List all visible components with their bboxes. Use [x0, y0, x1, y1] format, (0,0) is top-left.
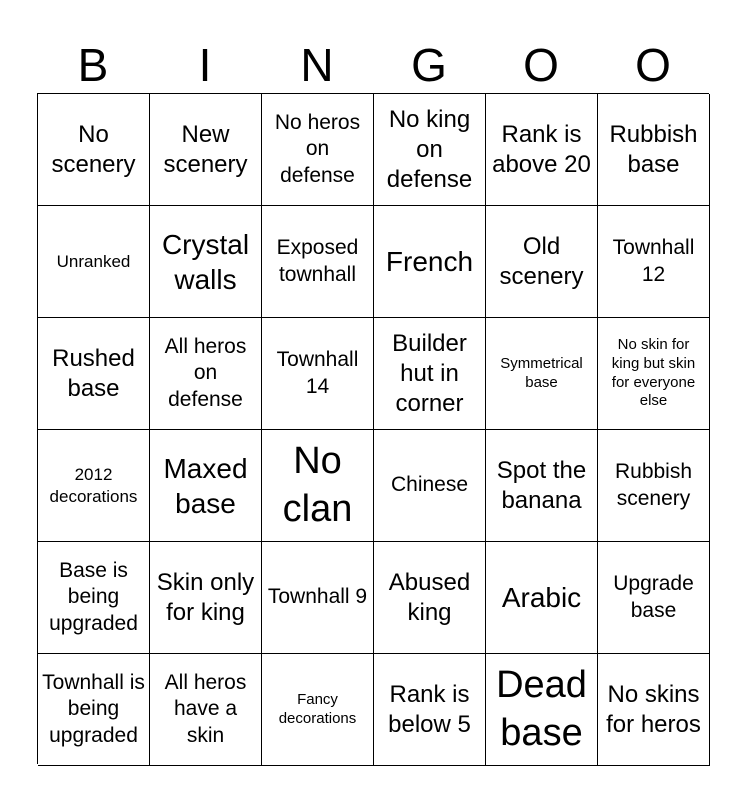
header-letter: B	[77, 39, 109, 91]
cell-text: Townhall is being upgraded	[42, 671, 145, 747]
cell-text: Rank is above 20	[492, 120, 591, 178]
cell-text: All heros on defense	[164, 335, 247, 411]
bingo-cell[interactable]	[374, 654, 486, 766]
bingo-cell[interactable]	[374, 318, 486, 430]
cell-text: Exposed townhall	[276, 236, 359, 286]
cell-text: No king on defense	[386, 105, 473, 193]
cell-text: Rubbish scenery	[614, 460, 693, 510]
cell-text: Rank is below 5	[388, 680, 471, 738]
bingo-cell[interactable]	[38, 542, 150, 654]
cell-text: Skin only for king	[156, 568, 255, 626]
cell-text: No scenery	[51, 120, 136, 178]
bingo-cell[interactable]	[150, 318, 262, 430]
header-letter: O	[523, 39, 559, 91]
header-letter: N	[300, 39, 334, 91]
cell-text: No skins for heros	[606, 680, 701, 738]
cell-text: Base is being upgraded	[49, 559, 138, 635]
cell-text: Builder hut in corner	[392, 329, 467, 417]
bingo-cell[interactable]	[486, 542, 598, 654]
bingo-cell[interactable]	[374, 206, 486, 318]
cell-text: Abused king	[388, 568, 471, 626]
bingo-cell[interactable]	[38, 654, 150, 766]
header-letter: I	[198, 39, 212, 91]
bingo-cell[interactable]	[262, 206, 374, 318]
bingo-cell[interactable]	[598, 206, 710, 318]
cell-text: French	[385, 246, 474, 277]
cell-text: Fancy decorations	[278, 690, 357, 727]
bingo-cell[interactable]	[38, 94, 150, 206]
bingo-cell[interactable]	[598, 318, 710, 430]
cell-text: Unranked	[56, 251, 131, 271]
cell-text: All heros have a skin	[164, 671, 247, 747]
bingo-cell[interactable]	[598, 430, 710, 542]
bingo-cell[interactable]	[262, 318, 374, 430]
bingo-cell[interactable]	[150, 206, 262, 318]
bingo-cell[interactable]	[262, 542, 374, 654]
bingo-cell[interactable]	[150, 542, 262, 654]
cell-text: Rushed base	[52, 344, 135, 402]
cell-text: Townhall 12	[612, 236, 695, 286]
cell-text: No skin for king but skin for everyone else	[611, 336, 696, 410]
bingo-cell[interactable]	[150, 654, 262, 766]
cell-text: New scenery	[163, 120, 248, 178]
bingo-cell[interactable]	[486, 318, 598, 430]
cell-text: No clan	[282, 440, 353, 530]
bingo-cell[interactable]	[262, 654, 374, 766]
cell-text: Townhall 9	[267, 585, 368, 609]
cell-text: Upgrade base	[613, 572, 694, 622]
bingo-cell[interactable]	[262, 430, 374, 542]
bingo-cell[interactable]	[374, 542, 486, 654]
bingo-cell[interactable]	[486, 94, 598, 206]
cell-text: Symmetrical base	[500, 354, 583, 391]
bingo-header	[37, 36, 709, 94]
cell-text: Townhall 14	[276, 348, 359, 398]
header-letter: G	[411, 39, 447, 91]
cell-text: Rubbish base	[609, 120, 698, 178]
cell-text: Chinese	[390, 473, 469, 497]
bingo-cell[interactable]	[374, 430, 486, 542]
bingo-cell[interactable]	[598, 94, 710, 206]
cell-text: Crystal walls	[161, 228, 250, 295]
bingo-cell[interactable]	[374, 94, 486, 206]
cell-text: No heros on defense	[274, 111, 361, 187]
cell-text: Old scenery	[499, 232, 584, 290]
bingo-cell[interactable]	[598, 542, 710, 654]
header-letter: O	[635, 39, 671, 91]
bingo-cell[interactable]	[486, 206, 598, 318]
cell-text: Maxed base	[163, 452, 248, 519]
bingo-cell[interactable]	[38, 318, 150, 430]
cell-text: Dead base	[496, 664, 587, 754]
cell-text: Arabic	[501, 582, 582, 613]
bingo-cell[interactable]	[150, 94, 262, 206]
bingo-cell[interactable]	[486, 430, 598, 542]
bingo-cell[interactable]	[598, 654, 710, 766]
bingo-cell[interactable]	[486, 654, 598, 766]
cell-text: 2012 decorations	[49, 465, 138, 506]
bingo-cell[interactable]	[150, 430, 262, 542]
bingo-cell[interactable]	[262, 94, 374, 206]
bingo-cell[interactable]	[38, 430, 150, 542]
bingo-cell[interactable]	[38, 206, 150, 318]
bingo-grid	[37, 93, 709, 764]
cell-text: Spot the banana	[496, 456, 587, 514]
